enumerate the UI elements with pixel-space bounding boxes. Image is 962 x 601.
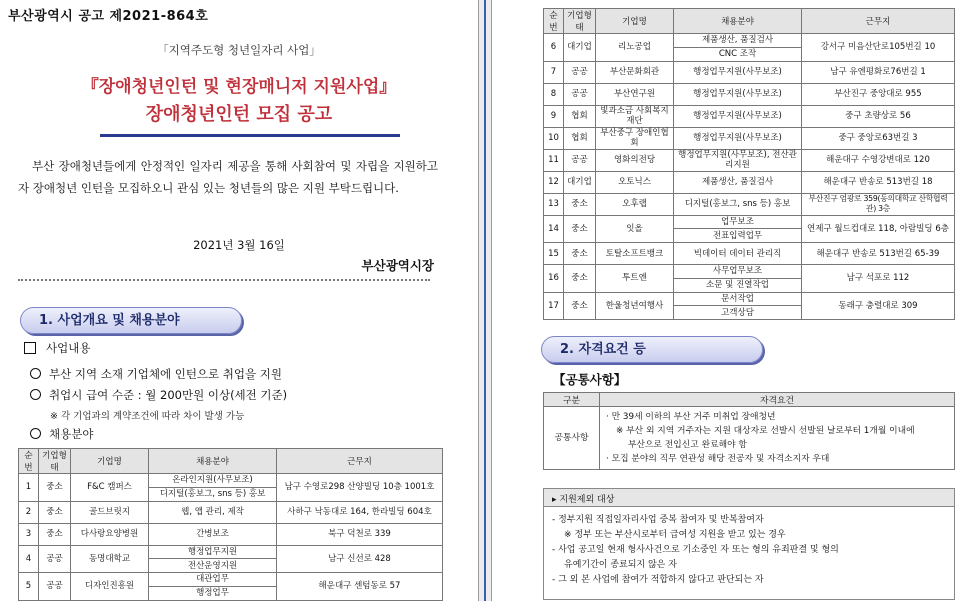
table-row <box>544 193 955 215</box>
cell-job-field: 전표입력업무 <box>674 229 802 243</box>
checkbox-square-icon <box>24 342 36 354</box>
cell-number: 15 <box>544 243 564 265</box>
column-header: 채용분야 <box>149 449 277 474</box>
cell-company-type: 중소 <box>564 215 596 243</box>
notice-date: 2021년 3월 16일 <box>193 238 285 252</box>
column-header: 순번 <box>544 9 564 34</box>
cell-job-field: 제품생산, 품질검사 <box>674 34 802 48</box>
cell-company-name: 오토닉스 <box>596 171 674 193</box>
salary-note: ※ 각 기업과의 계약조건에 따라 차이 발생 가능 <box>50 411 245 422</box>
table-row <box>544 149 955 171</box>
cell-workplace: 해운대구 센텀동로 57 <box>277 573 443 601</box>
table-row <box>544 407 955 470</box>
cell-company-type: 중소 <box>564 193 596 215</box>
cell-workplace: 연제구 월드컵대로 118, 아람빌딩 6층 <box>802 215 955 243</box>
table-row <box>19 573 443 587</box>
table-row <box>19 523 443 545</box>
cell-company-name: 투트엔 <box>596 265 674 293</box>
cell-workplace: 사하구 낙동대로 164, 한라빌딩 604호 <box>277 501 443 523</box>
cell-job-field: 온라인지원(사무보조) <box>149 474 277 488</box>
cell-workplace: 해운대구 수영강변대로 120 <box>802 149 955 171</box>
cell-company-name: 리노공업 <box>596 34 674 62</box>
column-header: 자격요건 <box>600 393 955 407</box>
cell-company-type: 중소 <box>564 292 596 320</box>
cell-company-type: 협회 <box>564 105 596 127</box>
bullet-text: 채용분야 <box>49 427 94 441</box>
bullet-text: 부산 지역 소재 기업체에 인턴으로 취업을 지원 <box>49 367 283 381</box>
table-header-row <box>544 393 955 407</box>
cell-job-field: 디지털(홍보그, sns 등) 홍보 <box>674 193 802 215</box>
circle-bullet-icon <box>30 368 41 379</box>
bullet-item-2 <box>30 387 287 403</box>
cell-job-field: 고객상담 <box>674 306 802 320</box>
common-requirements-heading: 【공통사항】 <box>553 372 627 387</box>
cell-job-field: 디지털(홍보그, sns 등) 홍보 <box>149 487 277 501</box>
cell-workplace: 남구 유엔평화로76번길 1 <box>802 61 955 83</box>
dotted-divider <box>18 279 430 281</box>
cell-company-name: 부산연구원 <box>596 83 674 105</box>
table-row <box>19 474 443 488</box>
section-heading-1: 1. 사업개요 및 채용분야 <box>20 307 242 334</box>
cell-company-type: 공공 <box>564 83 596 105</box>
cell-number: 5 <box>19 573 39 601</box>
cell-number: 14 <box>544 215 564 243</box>
cell-workplace: 동래구 충렬대로 309 <box>802 292 955 320</box>
cell-number: 17 <box>544 292 564 320</box>
cell-company-name: 동명대학교 <box>71 545 149 573</box>
cell-company-name: 영화의전당 <box>596 149 674 171</box>
document-title: 『장애청년인턴 및 현장매니저 지원사업』 <box>81 77 397 97</box>
exclusion-item: - 그 외 본 사업에 참여가 적합하지 않다고 판단되는 자 <box>552 575 764 585</box>
cell-number: 10 <box>544 127 564 149</box>
column-header: 기업형태 <box>564 9 596 34</box>
cell-company-type: 공공 <box>564 149 596 171</box>
cell-job-field: 행정업무지원(사무보조), 전산관리지원 <box>674 149 802 171</box>
cell-company-type: 중소 <box>39 474 71 502</box>
program-label: ｢지역주도형 청년일자리 사업｣ <box>162 43 316 57</box>
column-header: 순번 <box>19 449 39 474</box>
cell-company-type: 협회 <box>564 127 596 149</box>
cell-number: 16 <box>544 265 564 293</box>
intro-paragraph: 부산 장애청년들에게 안정적인 일자리 제공을 통해 사회참여 및 자립을 지원하고자 장애청년 인턴을 모집하오니 관심 있는 청년들의 많은 지원 부탁드립니다. <box>18 159 438 195</box>
cell-number: 8 <box>544 83 564 105</box>
cell-workplace: 부산진구 중앙대로 955 <box>802 83 955 105</box>
table-row <box>19 501 443 523</box>
cell-job-field: 업무보조 <box>674 215 802 229</box>
table-row <box>19 545 443 559</box>
table-row <box>544 34 955 48</box>
cell-workplace: 남구 석포로 112 <box>802 265 955 293</box>
title-divider <box>100 134 400 137</box>
circle-bullet-icon <box>30 389 41 400</box>
jobs-table-right <box>543 8 955 320</box>
cell-workplace: 중구 초량상로 56 <box>802 105 955 127</box>
exclusion-item: ※ 정부 또는 부산시로부터 급여성 지원을 받고 있는 경우 <box>564 530 786 540</box>
table-row <box>544 61 955 83</box>
cell-number: 4 <box>19 545 39 573</box>
cell-company-name: 골드브릿지 <box>71 501 149 523</box>
cell-job-field: CNC 조작 <box>674 47 802 61</box>
cell-workplace: 남구 수영로298 산양빌딩 10층 1001호 <box>277 474 443 502</box>
column-header: 채용분야 <box>674 9 802 34</box>
qualification-line: · 모집 분야의 직무 연관성 해당 전공자 및 자격소지자 우대 <box>606 454 830 464</box>
cell-workplace: 부산진구 엄광로 359(동의대학교 산학협력관) 3층 <box>802 193 955 215</box>
left-page <box>0 0 478 601</box>
cell-company-name: 부산중구 장애인협회 <box>596 127 674 149</box>
table-row <box>544 83 955 105</box>
cell-company-name: 디자인진흥원 <box>71 573 149 601</box>
cell-job-field: 행정업무지원(사무보조) <box>674 83 802 105</box>
cell-number: 2 <box>19 501 39 523</box>
column-header: 기업명 <box>71 449 149 474</box>
jobs-table-left <box>18 448 443 601</box>
page-gutter <box>478 0 492 601</box>
cell-job-field: 행정업무지원(사무보조) <box>674 61 802 83</box>
column-header: 구분 <box>544 393 600 407</box>
section-heading-2: 2. 자격요건 등 <box>541 336 763 363</box>
cell-company-name: 빛과소금 사회복지재단 <box>596 105 674 127</box>
cell-company-name: 부산문화회관 <box>596 61 674 83</box>
item-business-content: 사업내용 <box>46 341 91 355</box>
table-row <box>544 243 955 265</box>
cell-workplace: 남구 신선로 428 <box>277 545 443 573</box>
cell-job-field: 사무업무보조 <box>674 265 802 279</box>
qualification-body <box>600 407 955 470</box>
cell-company-name: 다사랑요양병원 <box>71 523 149 545</box>
cell-job-field: 행정업무 <box>149 586 277 600</box>
cell-company-type: 공공 <box>564 61 596 83</box>
column-header: 근무지 <box>277 449 443 474</box>
cell-company-name: 한울청년여행사 <box>596 292 674 320</box>
bullet-text: 취업시 급여 수준 : 월 200만원 이상(세전 기준) <box>49 388 288 402</box>
cell-company-type: 공공 <box>39 573 71 601</box>
cell-number: 11 <box>544 149 564 171</box>
bullet-item-1 <box>30 366 282 382</box>
cell-job-field: 문서작업 <box>674 292 802 306</box>
cell-workplace: 해운대구 반송로 513번길 18 <box>802 171 955 193</box>
cell-company-type: 중소 <box>564 265 596 293</box>
cell-company-type: 공공 <box>39 545 71 573</box>
table-row <box>544 105 955 127</box>
table-row <box>544 127 955 149</box>
cell-job-field: 전산운영지원 <box>149 559 277 573</box>
table-row <box>544 265 955 279</box>
cell-job-field: 행정업무지원(사무보조) <box>674 127 802 149</box>
exclusion-item: - 사업 공고일 현재 형사사건으로 기소중인 자 또는 형의 유죄판결 및 형의 <box>552 545 839 555</box>
cell-company-type: 중소 <box>564 243 596 265</box>
cell-number: 6 <box>544 34 564 62</box>
cell-job-field: 웹, 앱 관리, 제작 <box>149 501 277 523</box>
cell-number: 12 <box>544 171 564 193</box>
cell-company-type: 대기업 <box>564 34 596 62</box>
cell-job-field: 간병보조 <box>149 523 277 545</box>
cell-number: 9 <box>544 105 564 127</box>
table-row <box>544 171 955 193</box>
cell-number: 7 <box>544 61 564 83</box>
exclusion-item: 유예기간이 종료되지 않은 자 <box>564 560 677 570</box>
notice-number: 부산광역시 공고 제2021-864호 <box>8 9 209 24</box>
cell-company-name: 토탈소프트뱅크 <box>596 243 674 265</box>
cell-job-field: 행정업무지원(사무보조) <box>674 105 802 127</box>
table-row <box>544 292 955 306</box>
cell-workplace: 중구 중앙로63번길 3 <box>802 127 955 149</box>
exclusion-box <box>543 488 955 600</box>
cell-workplace: 북구 덕천로 339 <box>277 523 443 545</box>
table-row <box>544 215 955 229</box>
cell-number: 13 <box>544 193 564 215</box>
document-subtitle: 장애청년인턴 모집 공고 <box>145 104 333 125</box>
qualification-line: ※ 부산 외 지역 거주자는 지원 대상자로 선발시 선발된 날로부터 1개월 이내에 <box>616 426 915 436</box>
column-header: 기업형태 <box>39 449 71 474</box>
column-header: 기업명 <box>596 9 674 34</box>
cell-job-field: 소문 및 진열작업 <box>674 278 802 292</box>
qualification-label: 공통사항 <box>544 407 600 470</box>
cell-job-field: 행정업무지원 <box>149 545 277 559</box>
exclusion-item: - 정부지원 직접일자리사업 중복 참여자 및 반복참여자 <box>552 515 764 525</box>
table-header-row <box>544 9 955 34</box>
cell-job-field: 빅데이터 데이터 관리직 <box>674 243 802 265</box>
exclusion-heading: ▸ 지원제외 대상 <box>544 489 954 507</box>
bullet-item-3 <box>30 426 93 442</box>
cell-company-name: 오후랩 <box>596 193 674 215</box>
qualification-table <box>543 392 955 470</box>
cell-job-field: 제품생산, 품질검사 <box>674 171 802 193</box>
cell-company-name: 잇올 <box>596 215 674 243</box>
exclusion-list <box>544 507 954 594</box>
cell-number: 3 <box>19 523 39 545</box>
table-header-row <box>19 449 443 474</box>
cell-company-type: 중소 <box>39 501 71 523</box>
circle-bullet-icon <box>30 428 41 439</box>
qualification-line: 부산으로 전입신고 완료해야 함 <box>628 440 747 450</box>
gutter-line <box>484 0 486 601</box>
issuer-name: 부산광역시장 <box>361 258 434 273</box>
cell-number: 1 <box>19 474 39 502</box>
cell-workplace: 해운대구 반송로 513번길 65-39 <box>802 243 955 265</box>
column-header: 근무지 <box>802 9 955 34</box>
cell-company-type: 대기업 <box>564 171 596 193</box>
cell-company-name: F&C 캠퍼스 <box>71 474 149 502</box>
qualification-line: · 만 39세 이하의 부산 거주 미취업 장애청년 <box>606 412 776 422</box>
cell-job-field: 대관업무 <box>149 573 277 587</box>
cell-company-type: 중소 <box>39 523 71 545</box>
cell-workplace: 강서구 미음산단로105번길 10 <box>802 34 955 62</box>
